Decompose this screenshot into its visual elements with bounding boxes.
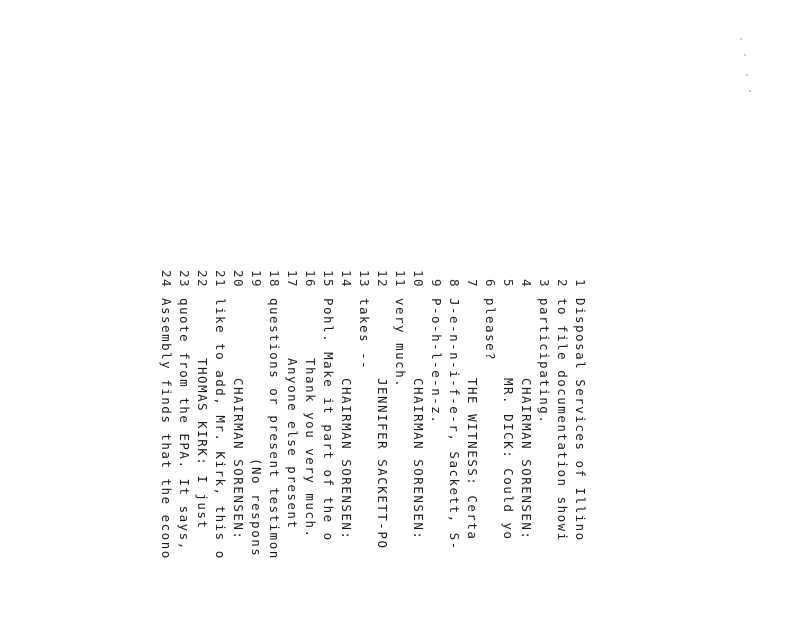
transcript-line	[160, 250, 173, 560]
transcript-line	[412, 250, 425, 540]
transcript-line	[322, 250, 335, 542]
line-number: 16	[303, 269, 318, 288]
line-text: very much.	[393, 298, 408, 389]
transcript-line	[268, 250, 281, 560]
line-text: THE WITNESS: Certa	[465, 378, 480, 541]
line-text: Assembly finds that the econo	[159, 298, 174, 560]
transcript-line	[178, 250, 191, 551]
line-text: CHAIRMAN SORENSEN:	[519, 378, 534, 541]
line-number: 7	[465, 278, 480, 288]
line-text: J-e-n-n-i-f-e-r, Sackett, S-	[447, 298, 462, 551]
line-number: 2	[555, 278, 570, 288]
line-text: CHAIRMAN SORENSEN:	[411, 378, 426, 541]
transcript-line	[538, 250, 551, 424]
transcript-line	[304, 250, 317, 539]
line-text: P-o-h-l-e-n-z.	[429, 298, 444, 425]
line-number: 11	[393, 269, 408, 288]
line-text: (No respons	[249, 458, 264, 558]
line-number: 3	[537, 278, 552, 288]
transcript-line	[520, 250, 533, 540]
line-text: questions or present testimon	[267, 298, 282, 560]
transcript-line	[286, 250, 299, 530]
line-text: MR. DICK: Could yo	[501, 378, 516, 541]
line-text: Anyone else present	[285, 358, 300, 530]
transcript-line	[196, 250, 209, 530]
line-number: 19	[249, 269, 264, 288]
line-text: Thank you very much.	[303, 358, 318, 539]
line-text: JENNIFER SACKETT-PO	[375, 378, 390, 550]
line-number: 10	[411, 269, 426, 288]
line-text: participating.	[537, 298, 552, 425]
line-number: 9	[429, 278, 444, 288]
line-text: to file documentation showi	[555, 298, 570, 542]
transcript-line	[358, 250, 371, 370]
line-text: like to add, Mr. Kirk, this o	[213, 298, 228, 560]
line-number: 21	[213, 269, 228, 288]
line-number: 13	[357, 269, 372, 288]
transcript-line	[430, 250, 443, 424]
line-text: CHAIRMAN SORENSEN:	[339, 378, 354, 541]
transcript-line	[250, 250, 263, 557]
scan-speck	[746, 74, 748, 76]
line-text: please?	[483, 298, 498, 362]
transcript-line	[502, 250, 515, 540]
transcript-line	[466, 250, 479, 540]
transcript-line	[484, 250, 497, 361]
scan-speck	[744, 54, 746, 56]
line-text: takes --	[357, 298, 372, 371]
transcript-line	[340, 250, 353, 540]
transcript-line	[556, 250, 569, 542]
line-number: 22	[195, 269, 210, 288]
transcript-line	[214, 250, 227, 560]
line-text: quote from the EPA. It says,	[177, 298, 192, 551]
line-number: 24	[159, 269, 174, 288]
line-number: 23	[177, 269, 192, 288]
line-text: Disposal Services of Illino	[573, 298, 588, 542]
scan-speck	[749, 90, 751, 92]
transcript-line	[394, 250, 407, 388]
scan-speck	[740, 38, 742, 40]
line-number: 15	[321, 269, 336, 288]
line-number: 5	[501, 278, 516, 288]
line-text: THOMAS KIRK: I just	[195, 358, 210, 530]
line-number: 6	[483, 278, 498, 288]
line-number: 18	[267, 269, 282, 288]
line-number: 14	[339, 269, 354, 288]
transcript-line	[232, 250, 245, 540]
transcript-line	[376, 250, 389, 550]
line-number: 4	[519, 278, 534, 288]
line-number: 1	[573, 278, 588, 288]
transcript-line	[574, 250, 587, 542]
line-number: 20	[231, 269, 246, 288]
transcript-line	[448, 250, 461, 551]
line-text: CHAIRMAN SORENSEN:	[231, 378, 246, 541]
line-text: Pohl. Make it part of the o	[321, 298, 336, 542]
line-number: 12	[375, 269, 390, 288]
line-number: 8	[447, 278, 462, 288]
line-number: 17	[285, 269, 300, 288]
